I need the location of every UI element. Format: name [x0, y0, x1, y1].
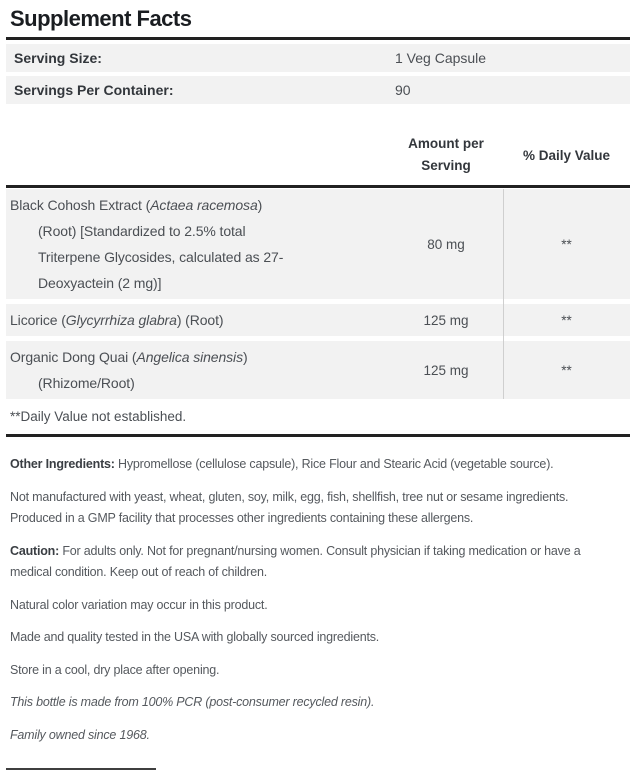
ingredient-amount: 125 mg: [423, 312, 469, 328]
ingredient-name-line: [10, 307, 379, 333]
top-rule: [6, 37, 630, 40]
ingredient-daily-value: **: [561, 362, 572, 378]
ingredient-name-line: [10, 192, 379, 218]
text-segment: Made and quality tested in the USA with globally sourced ingredients.: [10, 630, 380, 644]
footer-paragraph: [6, 692, 630, 714]
text-segment: ): [242, 349, 248, 365]
ingredient-row: [6, 341, 630, 399]
ingredient-name-line: [10, 344, 379, 370]
text-segment: ): [257, 197, 263, 213]
serving-info: [6, 44, 630, 104]
bottom-rule: [6, 434, 630, 437]
amount-header-line1: Amount per: [408, 136, 484, 151]
ingredient-name: [6, 341, 389, 399]
footer-paragraph: [6, 660, 630, 682]
serving-info-value: 90: [395, 82, 411, 98]
text-segment: ) (Root): [176, 312, 224, 328]
text-segment: Black Cohosh Extract (: [10, 197, 151, 213]
text-segment: Glycyrrhiza glabra: [65, 312, 177, 328]
footer-paragraph: [6, 541, 630, 584]
text-segment: This bottle is made from 100% PCR (post-consumer recycled resin).: [10, 695, 375, 709]
text-segment: (Root) [Standardized to 2.5% total: [38, 223, 246, 239]
text-segment: Deoxyactein (2 mg)]: [38, 275, 162, 291]
serving-info-label: Servings Per Container:: [14, 82, 174, 98]
footer-paragraph: [6, 725, 630, 747]
text-segment: Caution:: [10, 543, 63, 558]
text-segment: Not manufactured with yeast, wheat, gluten, soy, milk, egg, fish, shellfish, tree nut or sesame ingredients. Produced in a GMP facility that processes other ingredients containing these allergens.: [10, 489, 569, 525]
ingredient-name-line: [10, 270, 379, 296]
text-segment: Angelica sinensis: [136, 349, 243, 365]
text-segment: Licorice (: [10, 312, 66, 328]
ingredient-name-line: [10, 218, 379, 244]
label-footer: [6, 454, 630, 746]
column-amount-per-serving: [389, 133, 503, 177]
ingredient-amount: 125 mg: [423, 362, 469, 378]
text-segment: Hypromellose (cellulose capsule), Rice Flour and Stearic Acid (vegetable source).: [118, 457, 554, 471]
column-divider-line: [503, 189, 504, 399]
text-segment: Natural color variation may occur in this product.: [10, 597, 268, 612]
ingredient-name: [6, 189, 389, 299]
text-segment: Actaea racemosa: [150, 197, 258, 213]
ingredient-name: [6, 304, 389, 336]
ingredient-daily-value: **: [561, 236, 572, 252]
text-segment: For adults only. Not for pregnant/nursing women. Consult physician if taking medication or have a medical condition. Keep out of reach of children.: [10, 543, 581, 579]
footer-paragraph: [6, 487, 630, 530]
text-segment: (Rhizome/Root): [38, 375, 135, 391]
column-headers: [6, 133, 630, 177]
ingredient-name-line: [10, 244, 379, 270]
serving-info-row: [6, 76, 630, 104]
supplement-facts-panel: [0, 7, 636, 746]
text-segment: Organic Dong Quai (: [10, 349, 137, 365]
footer-paragraph: [6, 454, 630, 476]
serving-info-value: 1 Veg Capsule: [395, 50, 487, 66]
page-title: Supplement Facts: [10, 6, 192, 31]
ingredients-table: [6, 189, 630, 399]
daily-value-footnote: **Daily Value not established.: [10, 409, 187, 424]
ingredient-row: [6, 304, 630, 336]
ingredient-amount: 80 mg: [427, 236, 465, 252]
text-segment: Triterpene Glycosides, calculated as 27-: [38, 249, 284, 265]
text-segment: Family owned since 1968.: [10, 727, 150, 742]
serving-info-row: [6, 44, 630, 72]
ingredient-name-line: [10, 370, 379, 396]
text-segment: Other Ingredients:: [10, 457, 119, 471]
amount-header-line2: Serving: [421, 158, 471, 173]
next-panel-edge-line: [6, 768, 156, 770]
ingredient-daily-value: **: [561, 312, 572, 328]
ingredient-row: [6, 189, 630, 299]
header-rule: [6, 185, 630, 188]
column-daily-value: % Daily Value: [522, 147, 611, 163]
serving-info-label: Serving Size:: [14, 50, 102, 66]
footer-paragraph: [6, 627, 630, 649]
footer-paragraph: [6, 595, 630, 617]
text-segment: Store in a cool, dry place after opening.: [10, 662, 220, 677]
